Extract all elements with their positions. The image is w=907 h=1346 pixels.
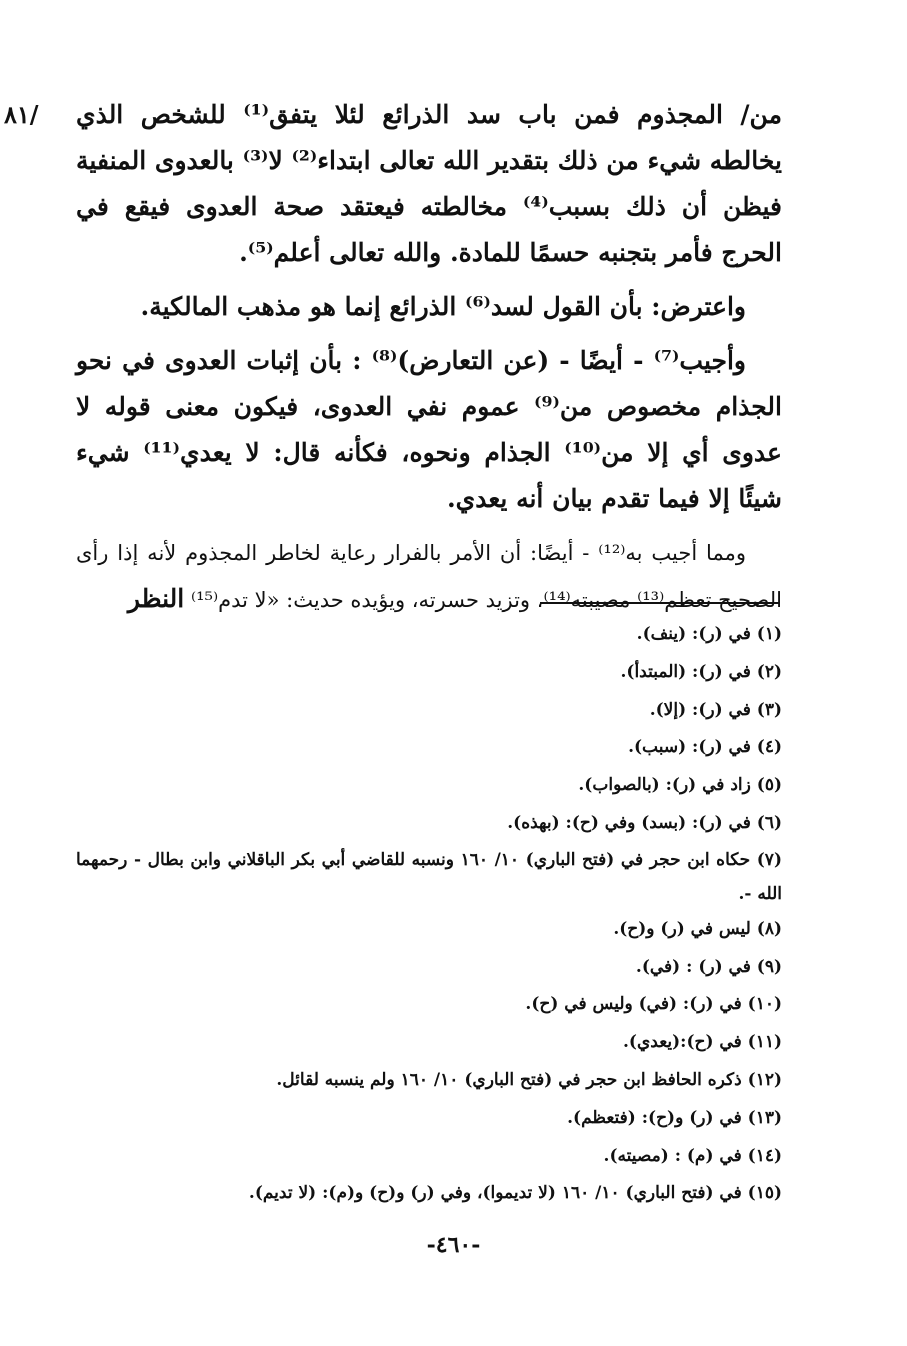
footnote-4: (٤) في (ر): (سبب). bbox=[628, 737, 782, 758]
footnote-3: (٣) في (ر): (إلا). bbox=[649, 699, 782, 720]
footnote-13: (١٣) في (ر) و(ح): (فتعظم). bbox=[567, 1107, 782, 1128]
page-number: -٤٦٠- bbox=[426, 1232, 481, 1258]
body-paragraph-4-emphasis: النظر bbox=[127, 584, 185, 613]
footnote-12: (١٢) ذكره الحافظ ابن حجر في (فتح الباري) ١٠/ ١٦٠ ولم ينسبه لقائل. bbox=[276, 1069, 782, 1090]
footnote-1: (١) في (ر): (ينف). bbox=[636, 624, 782, 644]
main-text-block bbox=[76, 92, 782, 631]
footnotes-list bbox=[76, 616, 782, 1213]
footnote-6: (٦) في (ر): (بسد) وفي (ح): (بهذه). bbox=[507, 812, 782, 833]
margin-folio-note: /٨١ bbox=[4, 100, 39, 129]
footnote-9: (٩) في (ر) : (في). bbox=[635, 956, 782, 977]
body-paragraph-1: من/ المجذوم فمن باب سد الذرائع لئلا يتفق⁽¹⁾ للشخص الذي يخالطه شيء من ذلك بتقدير الله تعالى ابتداء⁽²⁾ لا⁽³⁾ بالعدوى المنفية فيظن أن ذلك بسبب⁽⁴⁾ مخالطته فيعتقد صحة العدوى فيقع في الحرج فأمر بتجنبه حسمًا للمادة. والله تعالى أعلم⁽⁵⁾. bbox=[76, 100, 782, 267]
footnote-11: (١١) في (ح):(يعدي). bbox=[623, 1032, 782, 1053]
body-paragraph-2: واعترض: بأن القول لسد⁽⁶⁾ الذرائع إنما هو مذهب المالكية. bbox=[140, 292, 746, 321]
footnote-14: (١٤) في (م) : (مصيته). bbox=[603, 1145, 782, 1166]
footnote-15: (١٥) في (فتح الباري) ١٠/ ١٦٠ (لا تديموا)، وفي (ر) و(ح) و(م): (لا تديم). bbox=[248, 1183, 782, 1204]
body-paragraph-4 bbox=[76, 530, 782, 623]
footnote-10: (١٠) في (ر): (في) وليس في (ح). bbox=[525, 994, 782, 1015]
body-paragraph-3: وأجيب⁽⁷⁾ - أيضًا - (عن التعارض)⁽⁸⁾ : بأن إثبات العدوى في نحو الجذام مخصوص من⁽⁹⁾ عموم نفي العدوى، فيكون معنى قوله لا عدوى أي إلا من⁽¹⁰⁾ الجذام ونحوه، فكأنه قال: لا يعدي⁽¹¹⁾ شيء شيئًا إلا فيما تقدم بيان أنه يعدي. bbox=[76, 346, 782, 513]
footnote-8: (٨) ليس في (ر) و(ح). bbox=[613, 918, 782, 939]
body-paragraph-4-text: ومما أجيب به⁽¹²⁾ - أيضًا: أن الأمر بالفرار رعاية لخاطر المجذوم لأنه إذا رأى الصحيح تعظم⁽¹³⁾ مصيبته⁽¹⁴⁾، وتزيد حسرته، ويؤيده حديث: «لا تدم⁽¹⁵⁾ bbox=[76, 541, 782, 612]
footnote-divider bbox=[540, 602, 780, 604]
footnote-2: (٢) في (ر): (المبتدأ). bbox=[620, 661, 782, 682]
footnote-7: (٧) حكاه ابن حجر في (فتح الباري) ١٠/ ١٦٠ ونسبه للقاضي أبي بكر الباقلاني وابن بطال - رحمهما الله -. bbox=[76, 849, 782, 904]
footnote-5: (٥) زاد في (ر): (بالصواب). bbox=[578, 775, 782, 796]
